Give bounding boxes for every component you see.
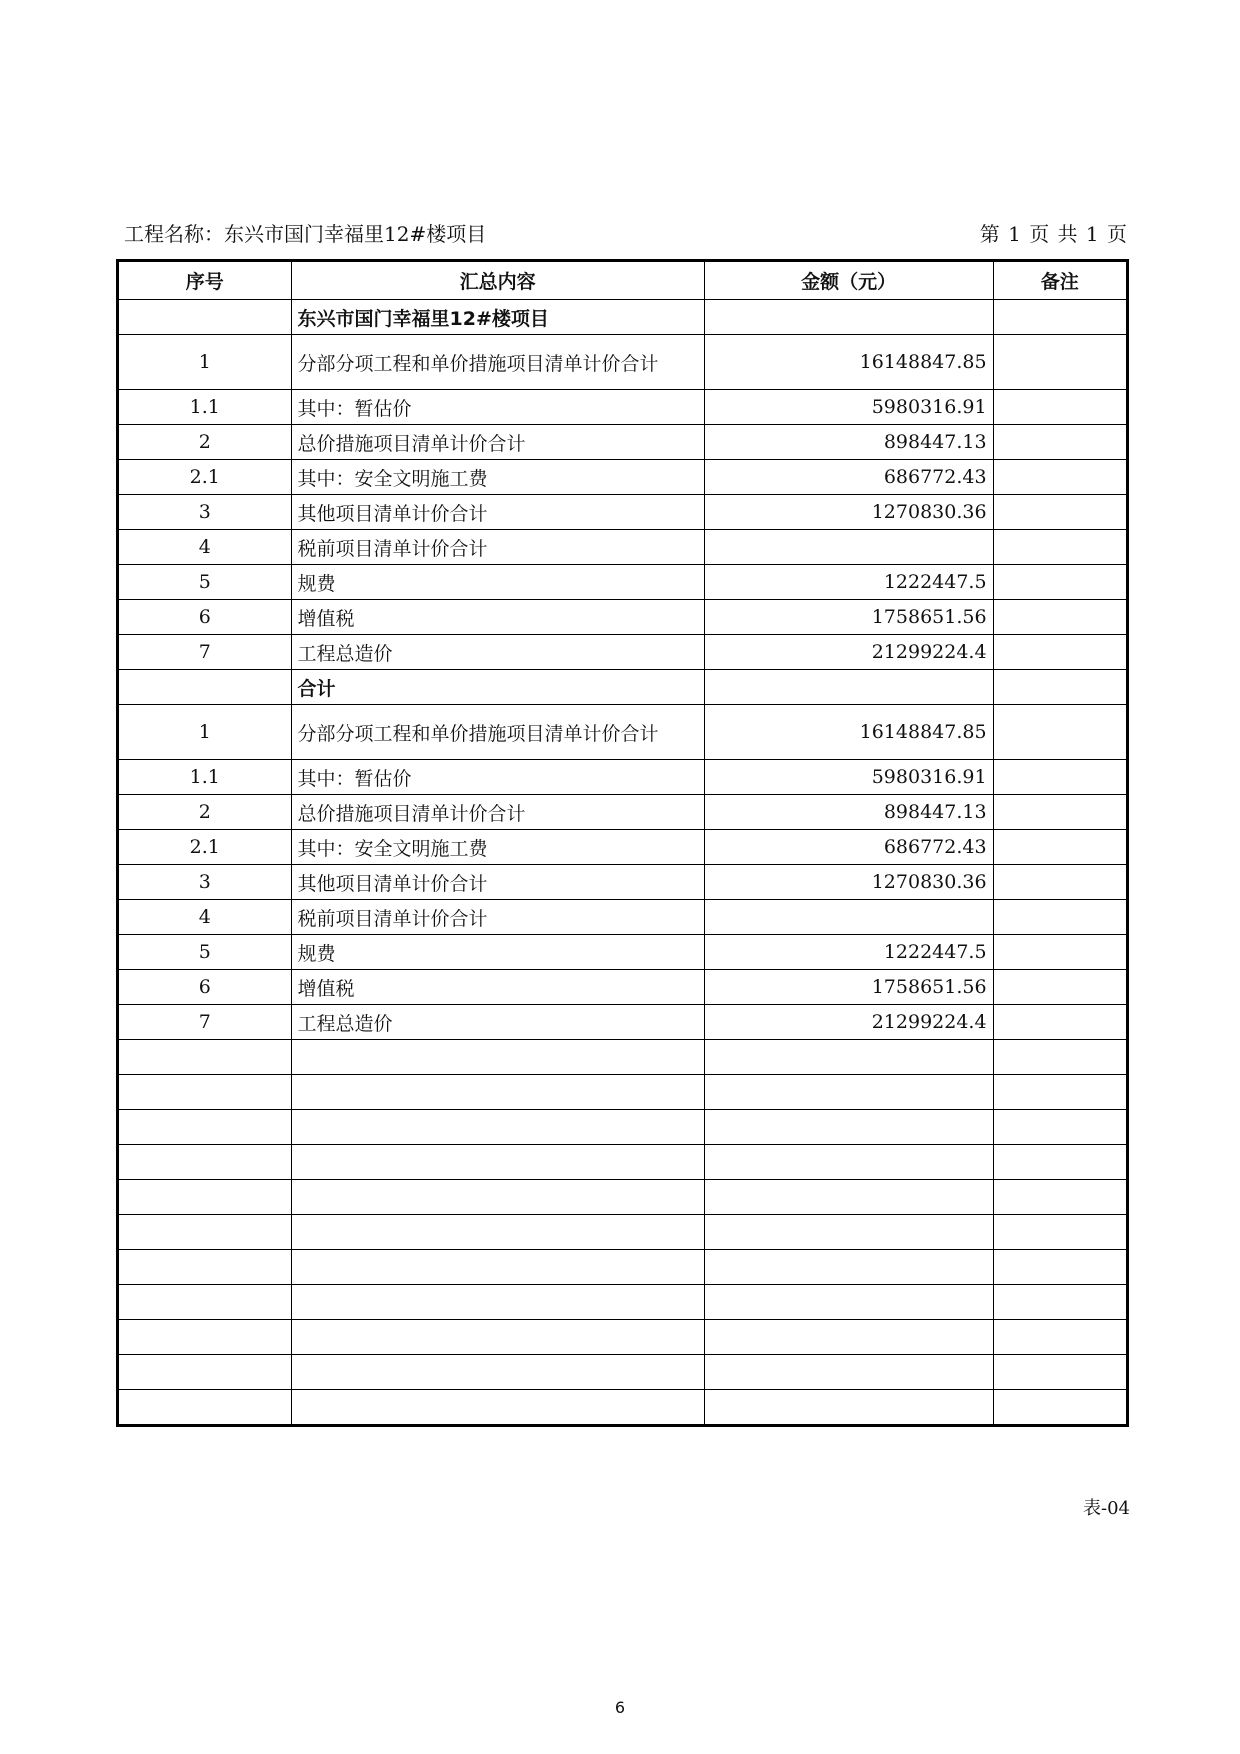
cell-note [993,670,1127,705]
cell-no: 5 [118,565,292,600]
cell-content: 增值税 [291,970,704,1005]
cell-no: 4 [118,900,292,935]
table-row [118,530,1128,565]
section-title-row [118,670,1128,705]
page-info: 第 1 页 共 1 页 [979,222,1128,246]
cell-amount [704,900,993,935]
cell-content: 其他项目清单计价合计 [291,495,704,530]
empty-cell [704,1320,993,1355]
cell-amount [704,670,993,705]
cell-note [993,390,1127,425]
empty-cell [704,1250,993,1285]
cell-no [118,300,292,335]
cell-note [993,335,1127,390]
cell-note [993,600,1127,635]
table-row [118,495,1128,530]
empty-cell [993,1390,1127,1426]
empty-cell [118,1250,292,1285]
table-row [118,705,1128,760]
document-header [124,218,1128,248]
empty-cell [118,1285,292,1320]
cell-content: 分部分项工程和单价措施项目清单计价合计 [291,335,704,390]
empty-cell [704,1040,993,1075]
cell-amount: 1758651.56 [704,600,993,635]
empty-row [118,1145,1128,1180]
cell-no: 3 [118,865,292,900]
empty-cell [291,1110,704,1145]
cell-amount: 1270830.36 [704,865,993,900]
empty-cell [993,1145,1127,1180]
cell-content: 总价措施项目清单计价合计 [291,425,704,460]
empty-row [118,1320,1128,1355]
cell-no: 3 [118,495,292,530]
page-number: 6 [614,1698,626,1717]
empty-cell [291,1320,704,1355]
table-row [118,1005,1128,1040]
table-row [118,865,1128,900]
empty-cell [118,1110,292,1145]
empty-cell [291,1285,704,1320]
empty-cell [704,1285,993,1320]
cell-amount: 686772.43 [704,460,993,495]
cell-note [993,565,1127,600]
cell-content: 规费 [291,565,704,600]
cell-content: 总价措施项目清单计价合计 [291,795,704,830]
cell-no: 5 [118,935,292,970]
empty-cell [118,1180,292,1215]
empty-cell [118,1320,292,1355]
empty-cell [993,1075,1127,1110]
empty-cell [291,1250,704,1285]
cell-no: 1.1 [118,390,292,425]
table-row [118,760,1128,795]
cell-amount: 5980316.91 [704,760,993,795]
empty-cell [704,1075,993,1110]
cell-no: 7 [118,1005,292,1040]
cell-no [118,670,292,705]
form-code: 表-04 [1083,1498,1130,1519]
cell-no: 1.1 [118,760,292,795]
section-title: 合计 [291,670,704,705]
cell-no: 2 [118,795,292,830]
empty-row [118,1250,1128,1285]
empty-cell [291,1145,704,1180]
table-row [118,830,1128,865]
table-row [118,795,1128,830]
cell-amount: 16148847.85 [704,705,993,760]
table-row [118,935,1128,970]
empty-row [118,1110,1128,1145]
cell-note [993,865,1127,900]
cell-note [993,970,1127,1005]
summary-table [116,259,1129,1427]
column-header-no: 序号 [118,261,292,300]
empty-cell [993,1215,1127,1250]
cell-note [993,300,1127,335]
table-row [118,970,1128,1005]
cell-content: 工程总造价 [291,635,704,670]
cell-amount: 5980316.91 [704,390,993,425]
cell-no: 2.1 [118,830,292,865]
cell-content: 分部分项工程和单价措施项目清单计价合计 [291,705,704,760]
table-row [118,460,1128,495]
empty-row [118,1180,1128,1215]
cell-note [993,460,1127,495]
cell-note [993,495,1127,530]
empty-cell [291,1390,704,1426]
cell-note [993,935,1127,970]
cell-content: 其中：安全文明施工费 [291,830,704,865]
cell-note [993,795,1127,830]
empty-cell [993,1320,1127,1355]
cell-note [993,760,1127,795]
cell-amount: 21299224.4 [704,635,993,670]
cell-note [993,900,1127,935]
cell-amount: 1222447.5 [704,935,993,970]
cell-note [993,635,1127,670]
empty-cell [118,1355,292,1390]
cell-no: 2.1 [118,460,292,495]
empty-cell [291,1040,704,1075]
empty-cell [118,1215,292,1250]
empty-row [118,1040,1128,1075]
section-title: 东兴市国门幸福里12#楼项目 [291,300,704,335]
empty-cell [704,1145,993,1180]
cell-amount: 21299224.4 [704,1005,993,1040]
empty-cell [291,1215,704,1250]
cell-note [993,425,1127,460]
empty-cell [993,1110,1127,1145]
empty-cell [993,1285,1127,1320]
cell-no: 6 [118,600,292,635]
cell-content: 其中：安全文明施工费 [291,460,704,495]
empty-cell [704,1180,993,1215]
cell-content: 规费 [291,935,704,970]
empty-cell [704,1355,993,1390]
table-row [118,425,1128,460]
cell-content: 其他项目清单计价合计 [291,865,704,900]
table-row [118,390,1128,425]
cell-note [993,830,1127,865]
cell-content: 税前项目清单计价合计 [291,900,704,935]
cell-content: 其中：暂估价 [291,760,704,795]
project-name: 工程名称：东兴市国门幸福里12#楼项目 [124,222,487,246]
empty-cell [291,1355,704,1390]
empty-cell [291,1075,704,1110]
cell-content: 其中：暂估价 [291,390,704,425]
cell-content: 增值税 [291,600,704,635]
empty-cell [118,1145,292,1180]
table-row [118,335,1128,390]
cell-amount: 898447.13 [704,795,993,830]
cell-amount [704,530,993,565]
table-row [118,600,1128,635]
cell-amount: 1222447.5 [704,565,993,600]
empty-cell [993,1250,1127,1285]
cell-no: 2 [118,425,292,460]
column-header-amount: 金额（元） [704,261,993,300]
cell-content: 税前项目清单计价合计 [291,530,704,565]
cell-amount [704,300,993,335]
cell-amount: 898447.13 [704,425,993,460]
cell-content: 工程总造价 [291,1005,704,1040]
cell-no: 7 [118,635,292,670]
empty-row [118,1215,1128,1250]
empty-cell [118,1075,292,1110]
empty-row [118,1355,1128,1390]
empty-row [118,1390,1128,1426]
cell-note [993,530,1127,565]
table-body [118,300,1128,1426]
empty-cell [704,1215,993,1250]
empty-cell [704,1390,993,1426]
cell-amount: 16148847.85 [704,335,993,390]
empty-cell [118,1390,292,1426]
cell-no: 1 [118,335,292,390]
cell-no: 1 [118,705,292,760]
cell-no: 6 [118,970,292,1005]
empty-cell [704,1110,993,1145]
column-header-content: 汇总内容 [291,261,704,300]
cell-amount: 686772.43 [704,830,993,865]
table-header-row [118,261,1128,300]
empty-cell [993,1355,1127,1390]
cell-no: 4 [118,530,292,565]
table-row [118,565,1128,600]
empty-cell [118,1040,292,1075]
section-title-row [118,300,1128,335]
empty-row [118,1285,1128,1320]
empty-cell [291,1180,704,1215]
cell-amount: 1270830.36 [704,495,993,530]
column-header-note: 备注 [993,261,1127,300]
cell-note [993,1005,1127,1040]
empty-cell [993,1180,1127,1215]
table-row [118,635,1128,670]
table-row [118,900,1128,935]
cell-note [993,705,1127,760]
empty-row [118,1075,1128,1110]
cell-amount: 1758651.56 [704,970,993,1005]
empty-cell [993,1040,1127,1075]
